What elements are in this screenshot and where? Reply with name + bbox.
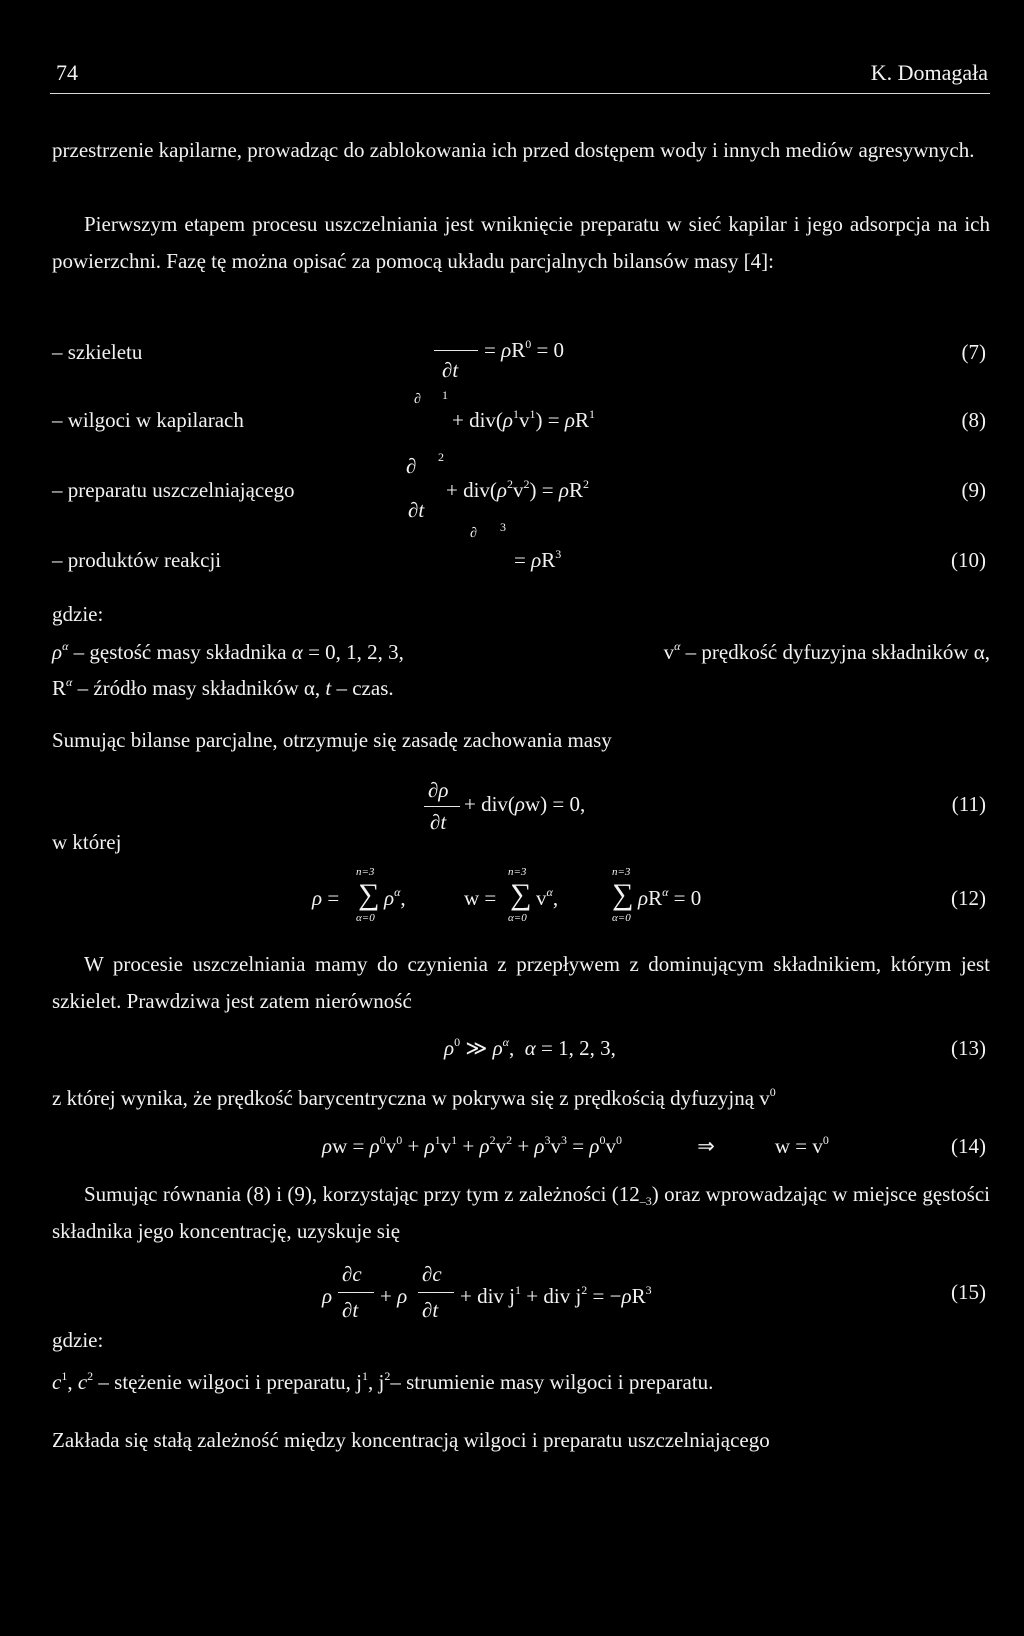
eq-number-15: (15) (951, 1280, 986, 1304)
paragraph-6: Sumując równania (8) i (9), korzystając przy tym z zależności $(12_{-3})$ oraz wprowadzając w miejsce gęstości składnika jego koncentrację, uzyskuje się (52, 1182, 990, 1243)
eq-number-8: (8) (961, 408, 986, 432)
balance-label-skeleton: – szkieletu (52, 340, 143, 364)
legend-t-desc: – czas. (336, 676, 394, 700)
paragraph-4: W procesie uszczelniania mamy do czynienia z przepływem z dominującym składnikiem, którym jest szkielet. Prawdziwa jest zatem nierówność (52, 952, 990, 1013)
eq-number-10: (10) (951, 548, 986, 572)
eq-number-14: (14) (951, 1134, 986, 1158)
equation-14: $\rho w = \rho^0v^0 + \rho^1v^1 + \rho^2v^2 + \rho^3v^3 = \rho^0v^0$ ⇒ $w = v^0$ (322, 1133, 829, 1158)
legend-line-2: $R^\alpha$ – źródło masy składników α, t – czas. (52, 675, 394, 700)
paragraph-6-text: Sumując równania (8) i (9), korzystając przy tym z zależności (12 (84, 1182, 640, 1206)
w-ktorej-label: w której (52, 830, 122, 854)
paragraph-2: Pierwszym etapem procesu uszczelniania jest wniknięcie preparatu w sieć kapilar i jego adsorpcja na ich powierzchni. Fazę tę można opisać za pomocą układu parcjalnych bilansów masy [4]: (52, 212, 990, 273)
where-label-2: gdzie: (52, 1328, 104, 1352)
legend2-c-desc: – stężenie wilgoci i preparatu, (98, 1370, 351, 1394)
eq-number-11: (11) (951, 792, 986, 816)
page-number: 74 (56, 60, 78, 85)
equation-13: $\rho^0$ ≫ $\rho^\alpha$, α = 1, 2, 3, (444, 1035, 616, 1060)
legend-line-1: $\rho^\alpha$ – gęstość masy składnika α = 0, 1, 2, 3, $v^\alpha$ – prędkość dyfuzyjna składników α, (52, 639, 990, 664)
paragraph-5: z której wynika, że prędkość barycentryczna w pokrywa się z prędkością dyfuzyjną $v^0$ (52, 1085, 776, 1110)
legend-rho-desc: – gęstość masy składnika (73, 640, 287, 664)
paragraph-6-text-cont: ) oraz wprowadzając w miejsce gęstości składnika jego koncentrację, uzyskuje się (52, 1182, 990, 1243)
paragraph-5-text: z której wynika, że prędkość barycentryczna w pokrywa się z prędkością dyfuzyjną v (52, 1086, 770, 1110)
running-head-author: K. Domagała (870, 60, 988, 85)
balance-label-products: – produktów reakcji (52, 548, 222, 572)
equation-15: ρ ∂c ∂t + ρ ∂c ∂t + div $j^1$ + div $j^2 = -\rho R^3$ (322, 1262, 652, 1322)
paragraph-1: przestrzenie kapilarne, prowadząc do zablokowania ich przed dostępem wody i innych mediów agresywnych. (52, 138, 975, 162)
eq-number-7: (7) (961, 340, 986, 364)
balance-label-preparation: – preparatu uszczelniającego (52, 478, 295, 502)
paragraph-7: Zakłada się stałą zależność między koncentracją wilgoci i preparatu uszczelniającego (52, 1428, 770, 1452)
legend2-j-desc: – strumienie masy wilgoci i preparatu. (390, 1370, 714, 1394)
eq-number-13: (13) (951, 1036, 986, 1060)
paragraph-3: Sumując bilanse parcjalne, otrzymuje się zasadę zachowania masy (52, 728, 612, 752)
where-label-1: gdzie: (52, 602, 104, 626)
legend-R-desc: – źródło masy składników α, (77, 676, 321, 700)
legend-v-desc: – prędkość dyfuzyjna składników α, (685, 640, 990, 664)
legend2-line: $c^1$, $c^2$ – stężenie wilgoci i preparatu, $j^1$, $j^2-$ strumienie masy wilgoci i preparatu. (52, 1369, 714, 1394)
eq-number-12: (12) (951, 886, 986, 910)
balance-label-moisture: – wilgoci w kapilarach (52, 408, 244, 432)
legend-alpha-values: = 0, 1, 2, 3, (308, 640, 404, 664)
header-rule (50, 93, 990, 94)
equation-12: ρ = n=3 ∑ α=0 $\rho^\alpha$, w = n=3 ∑ α=0 $v^\alpha$, n=3 ∑ α=0 $\rho R^\alpha = 0$ (312, 866, 702, 924)
eq-number-9: (9) (961, 478, 986, 502)
